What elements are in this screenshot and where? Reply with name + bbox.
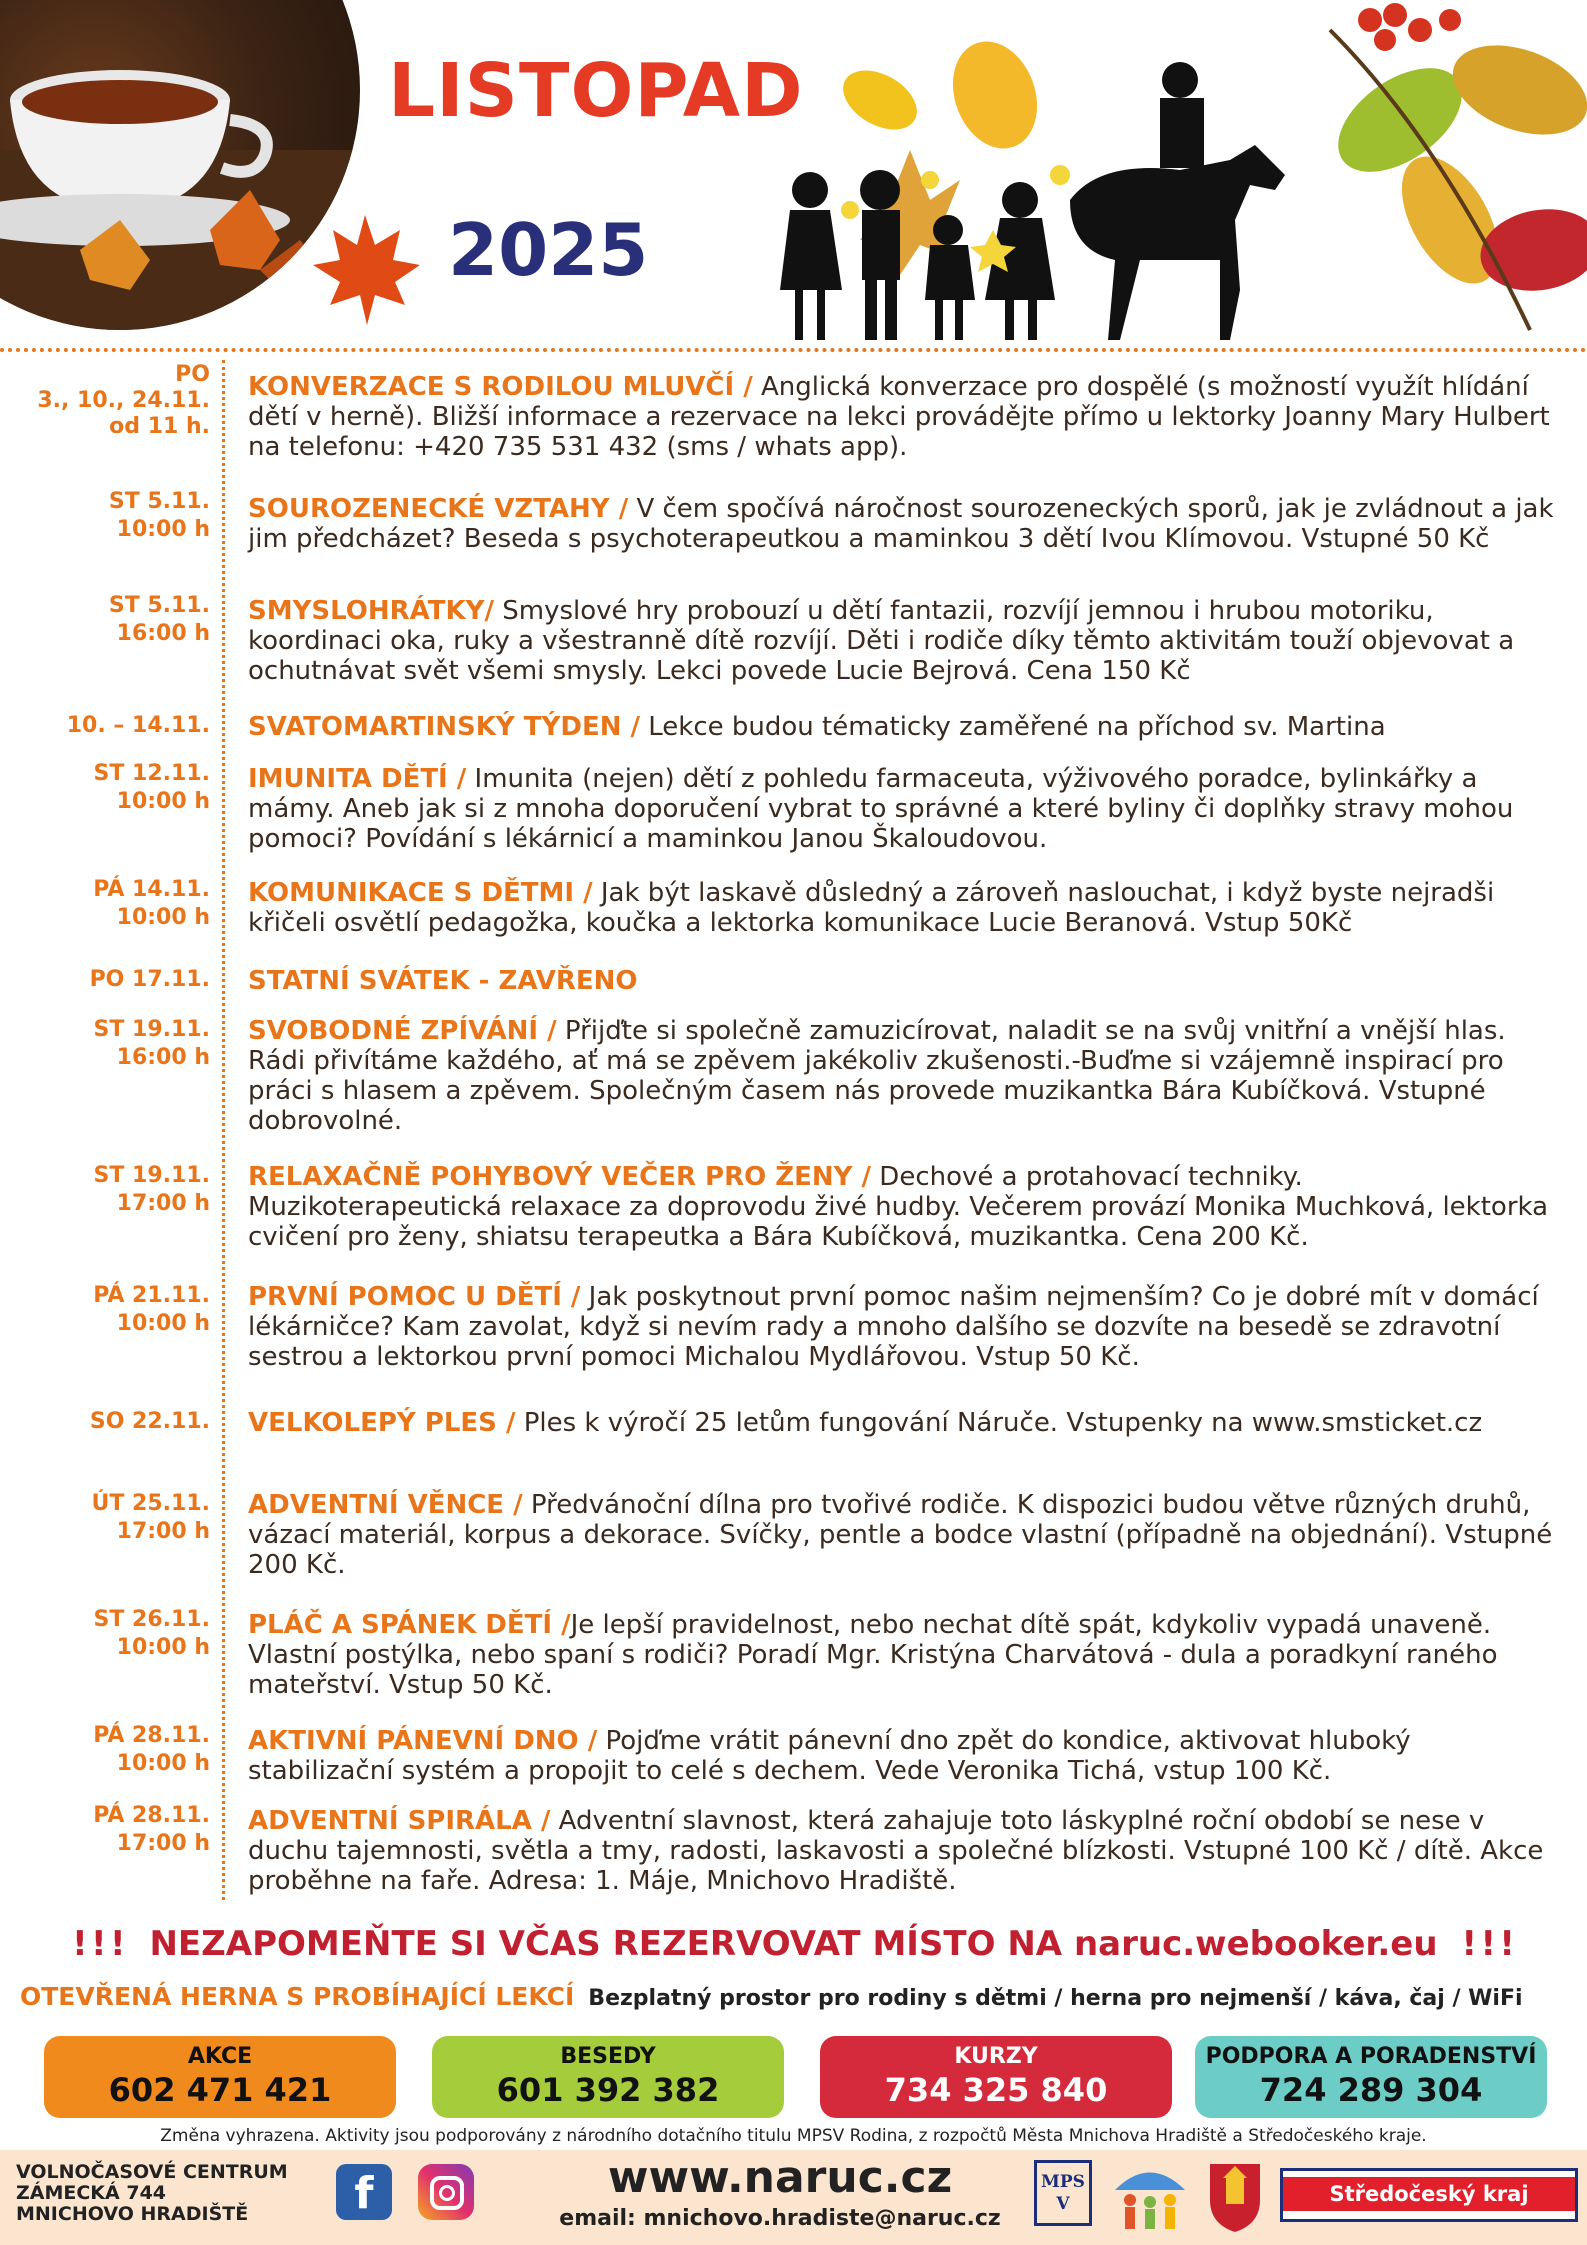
playroom-info [20,1982,1580,2011]
event-date: PO 17.11. [89,967,210,992]
stredocesky-kraj-logo: Středočeský kraj [1280,2168,1578,2222]
autumn-branch-decoration [1290,0,1587,345]
event-description: Přijďte si společně zamuzicírovat, naladit se na svůj vnitřní a vnější hlas. Rádi přivítáme každého, ať má se zpěvem jakékoliv zkušenosti.-Buďme si vzájemně inspirací pro práci s hlasem a zpěvem. Společným časem nás provede muzikantka Bára Kubíčková. Vstupné dobrovolné. [248,1016,1506,1136]
facebook-icon[interactable]: f [336,2164,392,2220]
playroom-label: OTEVŘENÁ HERNA S PROBÍHAJÍCÍ LEKCÍ [20,1982,575,2011]
year: 2025 [448,208,649,292]
event-description: Anglická konverzace pro dospělé (s možností využít hlídání dětí v herně). Bližší informace a rezervace na lekci provádějte přímo u lektorky Joanny Mary Hulbert na telefonu: +420 735 531 432 (sms / whats app). [248,372,1550,462]
event-date: ST 19.11. 16:00 h [93,1017,210,1070]
event-title: SMYSLOHRÁTKY/ [248,596,494,626]
event-date: PÁ 28.11. 10:00 h [93,1723,210,1776]
divider [0,348,1587,352]
event-description: Je lepší pravidelnost, nebo nechat dítě spát, kdykoliv vypadá unaveně. Vlastní postýlka, nebo spaní s rodiči? Poradí Mgr. Kristýna Charvátová - dula a poradkyní raného mateřství. Vstup 50 Kč. [248,1610,1498,1700]
header [0,0,1587,350]
event-description: V čem spočívá náročnost sourozeneckých sporů, jak je zvládnout a jak jim předcházet? Beseda s psychoterapeutkou a maminkou 3 dětí Ivou Klímovou. Vstupné 50 Kč [248,494,1554,554]
event-date: PO 3., 10., 24.11. od 11 h. [37,362,210,439]
maple-leaf-icon [305,210,425,330]
center-address: VOLNOČASOVÉ CENTRUM ZÁMECKÁ 744 MNICHOVO HRADIŠTĚ [16,2161,288,2225]
event-title: PRVNÍ POMOC U DĚTÍ / [248,1282,581,1312]
event-description: Pojďme vrátit pánevní dno zpět do kondice, aktivovat hluboký stabilizační systém a propojit to celé s dechem. Vede Veronika Tichá, vstup 100 Kč. [248,1726,1411,1786]
town-crest [1206,2158,1264,2234]
event-title: ADVENTNÍ SPIRÁLA / [248,1806,551,1836]
event-description: Smyslové hry probouzí u dětí fantazii, rozvíjí jemnou i hrubou motoriku, koordinaci oka, ruky a všestranně dítě rozvíjí. Děti i rodiče díky těmto aktivitám touží objevovat a ochutnávat svět všemi smysly. Lekci povede Lucie Bejrová. Cena 150 Kč [248,596,1515,686]
event-date: PÁ 21.11. 10:00 h [93,1283,210,1336]
instagram-icon[interactable] [418,2164,474,2220]
event-title: PLÁČ A SPÁNEK DĚTÍ / [248,1610,571,1640]
event-description: Ples k výročí 25 letům fungování Náruče. Vstupenky na www.smsticket.cz [515,1408,1483,1438]
event-date: SO 22.11. [89,1409,210,1434]
contact-phone[interactable]: 724 289 304 [1259,2071,1483,2109]
playroom-text: Bezplatný prostor pro rodiny s dětmi / herna pro nejmenší / káva, čaj / WiFi [588,1986,1523,2011]
event-date: ST 5.11. 16:00 h [108,593,210,646]
contact-label: KURZY [954,2044,1038,2069]
family-logo [1110,2160,1190,2235]
event-title: AKTIVNÍ PÁNEVNÍ DNO / [248,1726,598,1756]
event-date: ST 19.11. 17:00 h [93,1163,210,1216]
event-date: ÚT 25.11. 17:00 h [91,1491,210,1544]
timeline-line [222,360,225,1900]
event-title: KOMUNIKACE S DĚTMI / [248,878,593,908]
contact-phone[interactable]: 734 325 840 [884,2071,1108,2109]
mpsv-logo: MPSV [1034,2160,1092,2226]
event-date: 10. – 14.11. [66,713,210,738]
event-description: Předvánoční dílna pro tvořivé rodiče. K dispozici budou větve různých druhů, vázací materiál, korpus a dekorace. Svíčky, pentle a bodce vlastní (případně na objednání). Vstupné 200 Kč. [248,1490,1553,1580]
event-date: ST 26.11. 10:00 h [93,1607,210,1660]
event-date: ST 5.11. 10:00 h [108,489,210,542]
event-description: Jak poskytnout první pomoc našim nejmenším? Co je dobré mít v domácí lékárničce? Kam zavolat, když si nevím rady a mnoho dalšího se dozvíte na besedě se zdravotní sestrou a lektorkou první pomoci Michalou Mydlářovou. Vstup 50 Kč. [248,1282,1539,1372]
event-title: SVATOMARTINSKÝ TÝDEN / [248,712,641,742]
reservation-text[interactable]: NEZAPOMEŇTE SI VČAS REZERVOVAT MÍSTO NA naruc.webooker.eu [149,1924,1438,1964]
website-link[interactable]: www.naruc.cz [607,2152,953,2203]
event-description: Lekce budou tématicky zaměřené na příchod sv. Martina [640,712,1386,742]
st-martin-silhouette [780,60,1300,350]
contact-phone[interactable]: 602 471 421 [108,2071,332,2109]
contact-box-kurzy [820,2036,1172,2118]
exclamation-icon: ! ! ! [72,1924,126,1964]
email-link[interactable]: email: mnichovo.hradiste@naruc.cz [559,2206,1001,2231]
event-title: IMUNITA DĚTÍ / [248,764,467,794]
contact-label: AKCE [187,2044,253,2069]
event-description: Adventní slavnost, která zahajuje toto láskyplné roční období se nese v duchu tajemnosti, světla a tmy, radosti, laskavosti a společné blízkosti. Vstupné 100 Kč / dítě. Akce proběhne na faře. Adresa: 1. Máje, Mnichovo Hradiště. [248,1806,1544,1896]
contact-phone[interactable]: 601 392 382 [496,2071,720,2109]
funding-note: Změna vyhrazena. Aktivity jsou podporovány z národního dotačního titulu MPSV Rodina, z rozpočtů Města Mnichova Hradiště a Středočeského kraje. [160,2126,1427,2146]
contact-box-podpora [1195,2036,1547,2118]
event-title: VELKOLEPÝ PLES / [248,1408,516,1438]
event-title: RELAXAČNĚ POHYBOVÝ VEČER PRO ŽENY / [248,1162,872,1192]
exclamation-icon: ! ! ! [1461,1924,1515,1964]
event-description: Imunita (nejen) dětí z pohledu farmaceuta, výživového poradce, bylinkářky a mámy. Aneb jak si z mnoha doporučení vybrat to správné a které byliny či doplňky stravy mohou pomoci? Povídání s lékárnicí a maminkou Janou Škaloudovou. [248,764,1514,854]
page-title: LISTOPAD [388,48,804,134]
contact-box-besedy [432,2036,784,2118]
event-title: SOUROZENECKÉ VZTAHY / [248,494,629,524]
contact-box-akce [44,2036,396,2118]
event-title: STATNÍ SVÁTEK - ZAVŘENO [248,966,638,996]
event-date: PÁ 14.11. 10:00 h [93,877,210,930]
event-description: Dechové a protahovací techniky. Muzikoterapeutická relaxace za doprovodu živé hudby. Večerem provází Monika Muchková, lektorka cvičení pro ženy, shiatsu terapeutka a Bára Kubíčková, muzikantka. Cena 200 Kč. [248,1162,1549,1252]
contact-label: BESEDY [560,2044,656,2069]
event-date: PÁ 28.11. 17:00 h [93,1803,210,1856]
event-title: SVOBODNÉ ZPÍVÁNÍ / [248,1016,557,1046]
event-description: Jak být laskavě důsledný a zároveň naslouchat, i když byste nejradši křičeli osvětlí pedagožka, koučka a lektorka komunikace Lucie Beranová. Vstup 50Kč [248,878,1495,938]
event-date: ST 12.11. 10:00 h [93,761,210,814]
event-title: ADVENTNÍ VĚNCE / [248,1490,523,1520]
contact-label: PODPORA A PORADENSTVÍ [1205,2044,1537,2069]
reservation-banner [0,1924,1587,1964]
event-title: KONVERZACE S RODILOU MLUVČÍ / [248,372,753,402]
